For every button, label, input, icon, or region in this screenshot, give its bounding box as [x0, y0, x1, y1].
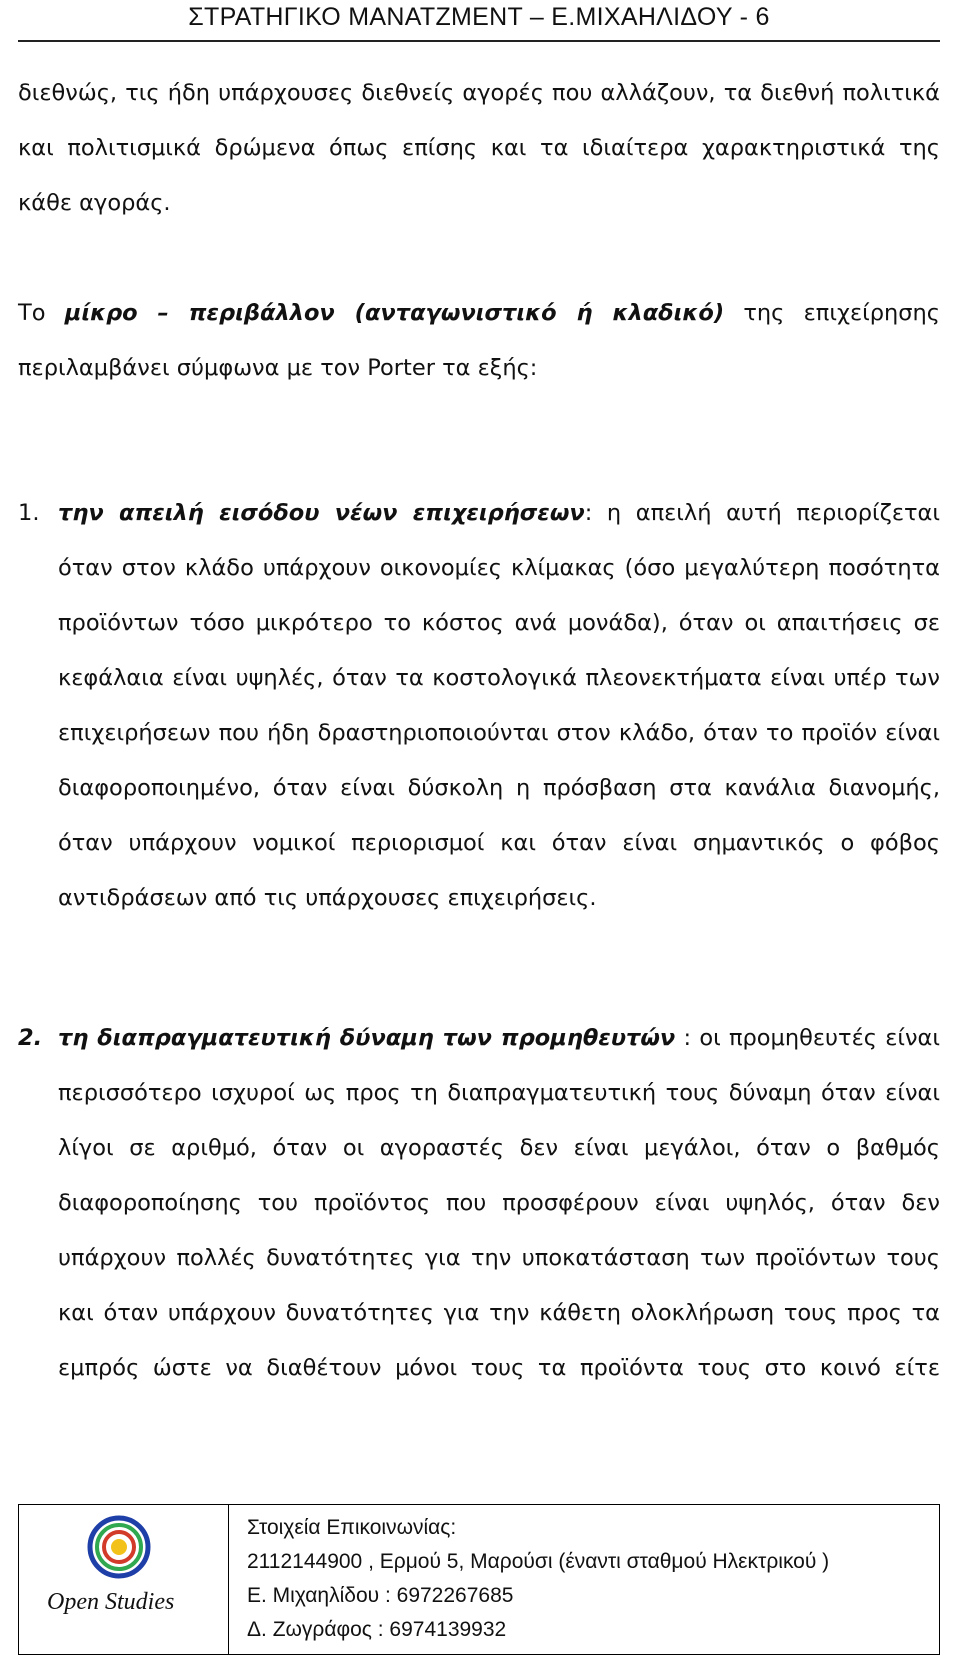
contact-person-1: Ε. Μιχαηλίδου : 6972267685 [247, 1584, 514, 1607]
list-number-2: 2. [18, 1025, 43, 1051]
paragraph-micro-pre: Το [18, 300, 65, 326]
list-title-2: τη διαπραγματευτική δύναμη των προμηθευτών [58, 1025, 676, 1051]
contact-footer [18, 1504, 940, 1655]
list-item-1 [18, 486, 940, 926]
footer-logo [19, 1505, 229, 1654]
list-text-1: : η απειλή αυτή περιορίζεται όταν στον κλάδο υπάρχουν οικονομίες κλίμακας (όσο μεγαλύτερη ποσότητα προϊόντων τόσο μικρότερο το κόστος ανά μονάδα), όταν οι απαιτήσεις σε κεφάλαια είναι υψηλές, όταν τα κοστολογικά πλεονεκτήματα είναι υπέρ των επιχειρήσεων που ήδη δραστηριοποιούνται στον κλάδο, όταν το προϊόν είναι διαφοροποιημένο, όταν είναι δύσκολη η πρόσβαση στα κανάλια διανομής, όταν υπάρχουν νομικοί περιορισμοί και όταν είναι σημαντικός ο φόβος αντιδράσεων από τις υπάρχουσες επιχειρήσεις. [58, 500, 940, 911]
term-micro-environment: μίκρο – περιβάλλον (ανταγωνιστικό ή κλαδικό) [64, 300, 725, 326]
list-body-1 [58, 486, 940, 926]
logo-text: Open Studies [47, 1589, 175, 1615]
page-header [18, 0, 940, 42]
contact-person-2: Δ. Ζωγράφος : 6974139932 [247, 1618, 507, 1641]
list-body-2 [58, 1011, 940, 1396]
open-studies-logo-icon [87, 1515, 151, 1579]
document-body [18, 66, 940, 1396]
paragraph-intro: διεθνώς, τις ήδη υπάρχουσες διεθνείς αγορές που αλλάζουν, τα διεθνή πολιτικά και πολιτισμικά δρώμενα όπως επίσης και τα ιδιαίτερα χαρακτηριστικά της κάθε αγοράς. [18, 80, 940, 216]
list-number-1: 1. [18, 500, 40, 526]
paragraph-micro-environment [18, 286, 940, 396]
list-text-2: : οι προμηθευτές είναι περισσότερο ισχυροί ως προς τη διαπραγματευτική τους δύναμη όταν είναι λίγοι σε αριθμό, όταν οι αγοραστές δεν είναι μεγάλοι, όταν ο βαθμός διαφοροποίησης του προϊόντος που προσφέρουν είναι υψηλός, όταν δεν υπάρχουν πολλές δυνατότητες για την υποκατάσταση των προϊόντων τους και όταν υπάρχουν δυνατότητες για την κάθετη ολοκλήρωση τους προς τα εμπρός ώστε να διαθέτουν μόνοι τους τα προϊόντα τους στο κοινό είτε [58, 1025, 941, 1381]
list-item-2 [18, 1011, 940, 1396]
contact-address: 2112144900 , Ερμού 5, Μαρούσι (έναντι σταθμού Ηλεκτρικού ) [247, 1550, 830, 1573]
logo-ring-core [111, 1539, 127, 1555]
paragraph-micro-post: της επιχείρησης περιλαμβάνει σύμφωνα με τον Porter τα εξής: [18, 300, 940, 381]
header-title: ΣΤΡΑΤΗΓΙΚΟ ΜΑΝΑΤΖΜΕΝΤ – Ε.ΜΙΧΑΗΛΙΔΟΥ - 6 [188, 3, 770, 31]
list-title-1: την απειλή εισόδου νέων επιχειρήσεων [58, 500, 585, 526]
footer-contact-info [229, 1505, 939, 1654]
contact-label: Στοιχεία Επικοινωνίας: [247, 1516, 457, 1539]
